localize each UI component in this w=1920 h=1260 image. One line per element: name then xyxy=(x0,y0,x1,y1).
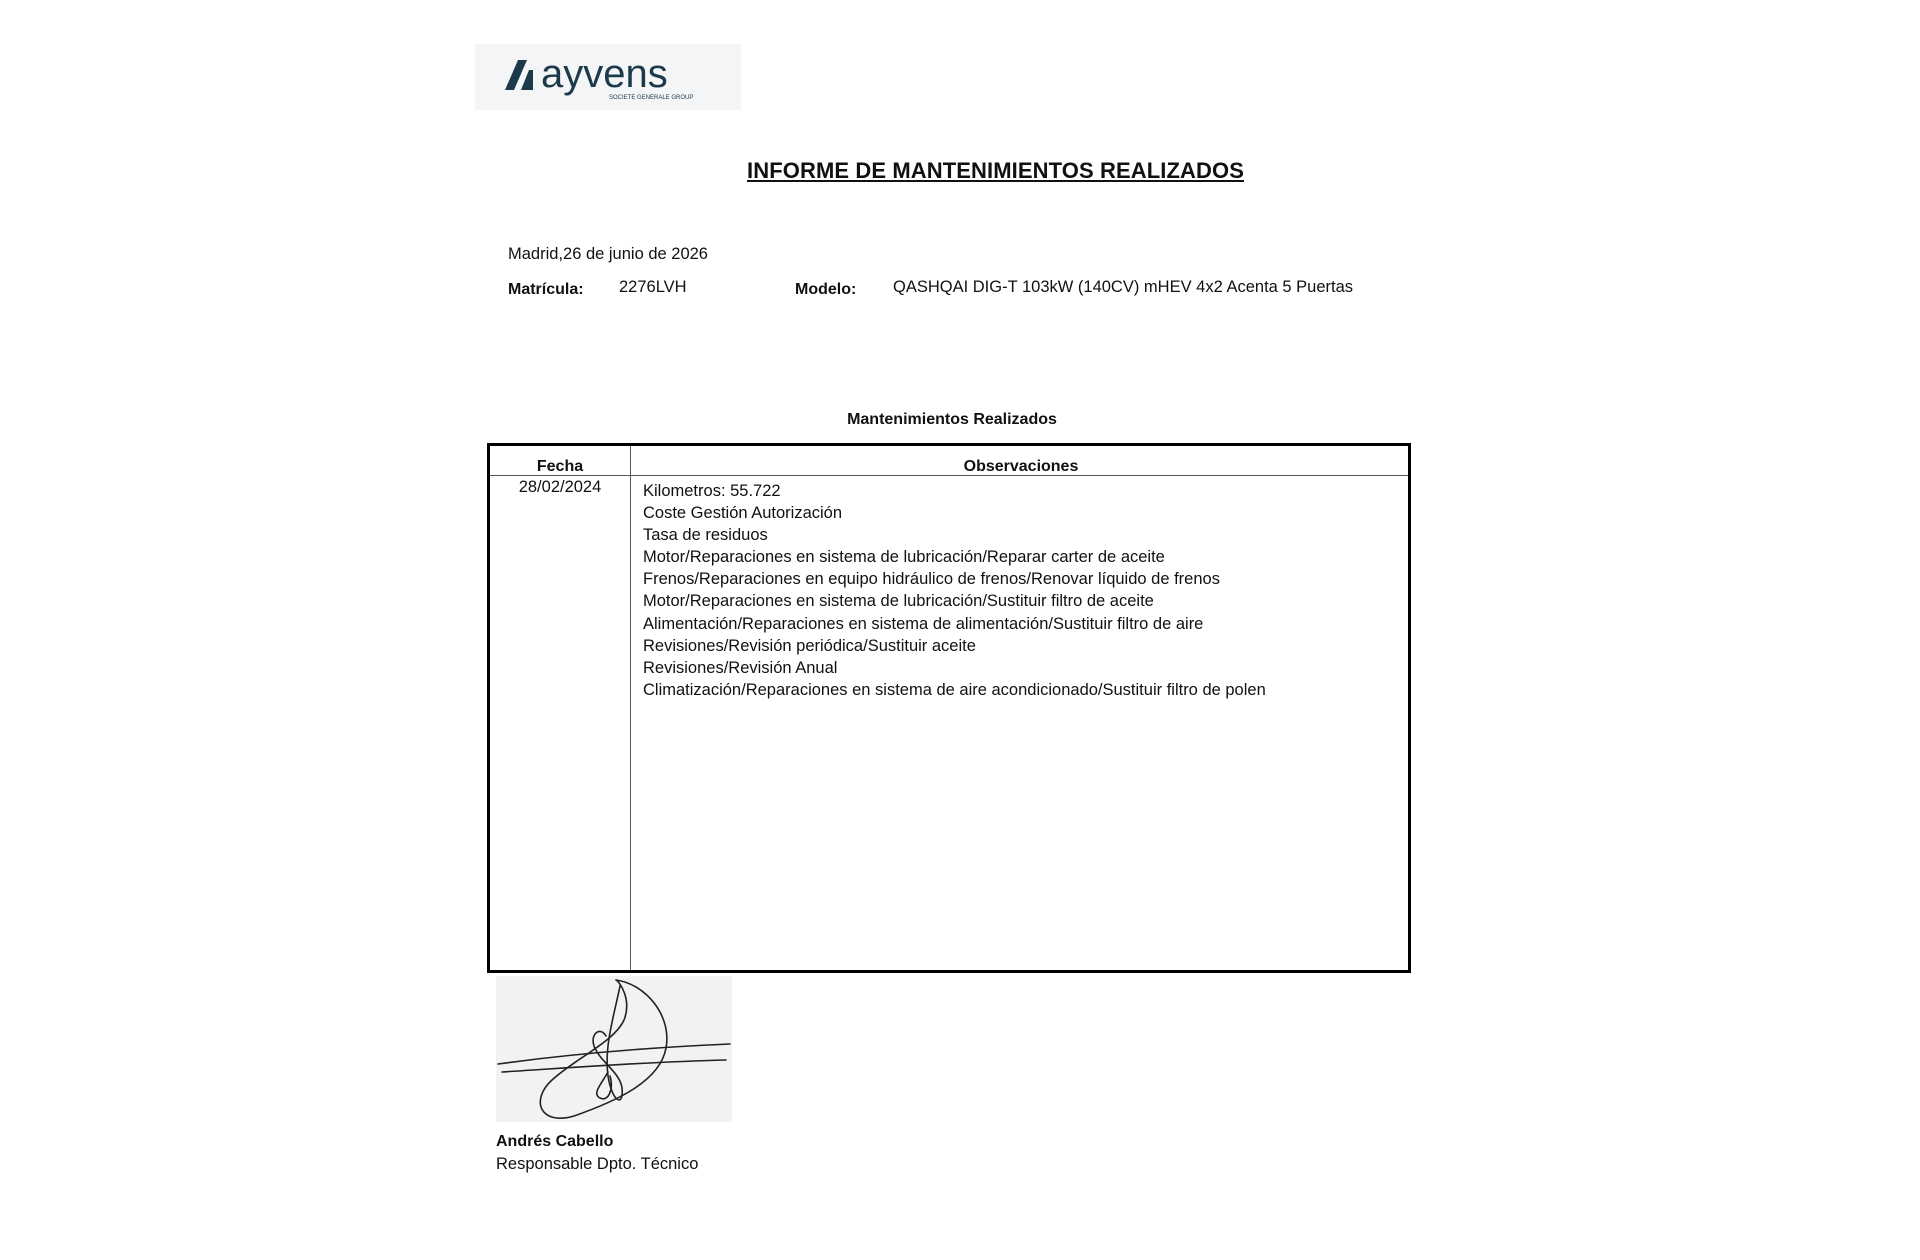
observaciones-list xyxy=(643,480,1266,701)
column-divider xyxy=(630,446,631,970)
signer-name: Andrés Cabello xyxy=(496,1133,614,1150)
signer-role: Responsable Dpto. Técnico xyxy=(496,1155,699,1173)
company-logo xyxy=(475,44,741,110)
list-item: Tasa de residuos xyxy=(643,526,768,545)
list-item: Alimentación/Reparaciones en sistema de alimentación/Sustituir filtro de aire xyxy=(643,614,1204,633)
place-date: Madrid,26 de junio de 2026 xyxy=(508,245,708,263)
model-label: Modelo: xyxy=(795,281,857,298)
logo-brand-text: ayvens xyxy=(541,52,668,96)
column-header-fecha: Fecha xyxy=(536,458,584,475)
model-value: QASHQAI DIG-T 103kW (140CV) mHEV 4x2 Acenta 5 Puertas xyxy=(893,278,1354,296)
ayvens-logo-icon xyxy=(475,44,741,110)
plate-label: Matrícula: xyxy=(508,281,584,298)
list-item: Coste Gestión Autorización xyxy=(643,504,843,523)
handwritten-signature-icon xyxy=(496,976,732,1122)
list-item: Kilometros: 55.722 xyxy=(643,482,781,500)
document-title: INFORME DE MANTENIMIENTOS REALIZADOS xyxy=(747,158,1244,183)
list-item: Climatización/Reparaciones en sistema de aire acondicionado/Sustituir filtro de polen xyxy=(643,680,1266,699)
logo-tagline: SOCIETE GENERALE GROUP xyxy=(609,95,694,101)
table-cell-fecha: 28/02/2024 xyxy=(518,478,602,496)
list-item: Revisiones/Revisión Anual xyxy=(643,658,838,677)
list-item: Motor/Reparaciones en sistema de lubricación/Sustituir filtro de aceite xyxy=(643,592,1154,611)
signature-image xyxy=(496,976,732,1122)
plate-value: 2276LVH xyxy=(619,278,687,296)
list-item: Frenos/Reparaciones en equipo hidráulico de frenos/Renovar líquido de frenos xyxy=(643,570,1220,589)
column-header-observaciones: Observaciones xyxy=(963,458,1079,475)
list-item: Revisiones/Revisión periódica/Sustituir aceite xyxy=(643,636,976,655)
list-item: Motor/Reparaciones en sistema de lubricación/Reparar carter de aceite xyxy=(643,548,1165,567)
table-caption: Mantenimientos Realizados xyxy=(847,411,1057,428)
maintenance-table xyxy=(487,443,1411,973)
